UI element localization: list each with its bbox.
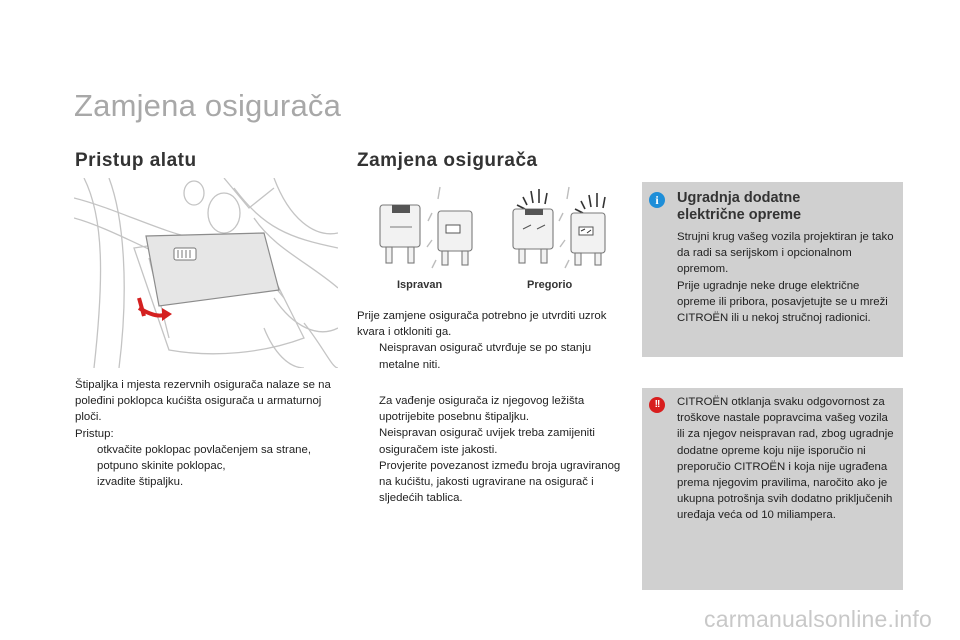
list-item (75, 442, 337, 458)
blown-fuse-label: Pregorio (527, 279, 573, 291)
warning-box-para: CITROËN otklanja svaku odgovornost za troškove nastale popravcima vašeg vozila ili za njegov neispravan rad, zbog ugradnje dodatne opreme koju nije isporučio ni preporučio CITROËN i koja nije ugrađena prema njegovim pravilima, naročito ako je ukupna potrošnja svih dodatno priključenih uređaja veća od 10 miliampera. (677, 396, 894, 522)
section-title-fuse-replacement: Zamjena osigurača (357, 150, 538, 171)
fuse-replacement-list (357, 393, 622, 506)
list-item-text: Provjerite povezanost između broja ugraviranog na kućištu, jakosti ugravirane na osigurač i sljedećih tablica. (379, 459, 621, 505)
list-item-text: Neispravan osigurač uvijek treba zamijeniti osiguračem iste jakosti. (379, 427, 595, 456)
info-box-title-line2: električne opreme (677, 206, 802, 223)
good-fuse-illustration (372, 185, 482, 270)
info-icon: i (649, 192, 665, 208)
warning-icon: !! (649, 397, 665, 413)
list-item (75, 458, 337, 474)
list-item-text: otkvačite poklopac povlačenjem sa strane, (97, 443, 312, 456)
list-item-text: Za vađenje osigurača iz njegovog ležišta upotrijebite posebnu štipaljku. (379, 395, 585, 424)
info-box-title (677, 190, 801, 223)
section2-text-top (357, 308, 619, 373)
access-steps-list (75, 442, 337, 491)
info-box-title-line1: Ugradnja dodatne (677, 190, 801, 206)
section2-text-bottom (357, 393, 622, 506)
watermark: carmanualsonline.info (704, 606, 932, 632)
list-item (357, 458, 622, 507)
warning-box-text (677, 394, 895, 524)
info-box-text (677, 229, 899, 326)
section-title-tool-access: Pristup alatu (75, 150, 197, 171)
list-item-text: izvadite štipaljku. (97, 476, 184, 489)
fuse-box-cover-illustration (74, 178, 338, 368)
section1-text (75, 377, 337, 490)
blown-fuse-illustration (505, 185, 615, 270)
list-item-text: Neispravan osigurač utvrđuje se po stanju metalne niti. (379, 342, 592, 371)
good-fuse-label: Ispravan (397, 279, 443, 291)
section1-intro: Štipaljka i mjesta rezervnih osigurača nalaze se na poleđini poklopca kućišta osigurača u armaturnoj ploči. (75, 379, 331, 424)
list-item (357, 393, 622, 425)
page-title: Zamjena osigurača (74, 88, 342, 123)
list-item (75, 474, 337, 490)
section2-para1: Prije zamjene osigurača potrebno je utvrditi uzrok kvara i otkloniti ga. (357, 310, 607, 339)
info-box-para2: Prije ugradnje neke druge električne opreme ili pribora, posavjetujte se u mreži CITROËN ili u nekoj stručnoj radionici. (677, 279, 888, 325)
list-item-text: potpuno skinite poklopac, (97, 460, 226, 473)
list-item (357, 340, 619, 372)
fuse-check-list (357, 340, 619, 372)
access-label: Pristup: (75, 427, 114, 440)
list-item (357, 425, 622, 457)
info-box-para1: Strujni krug vašeg vozila projektiran je tako da radi sa serijskom i opcionalnom opremom. (677, 231, 894, 276)
